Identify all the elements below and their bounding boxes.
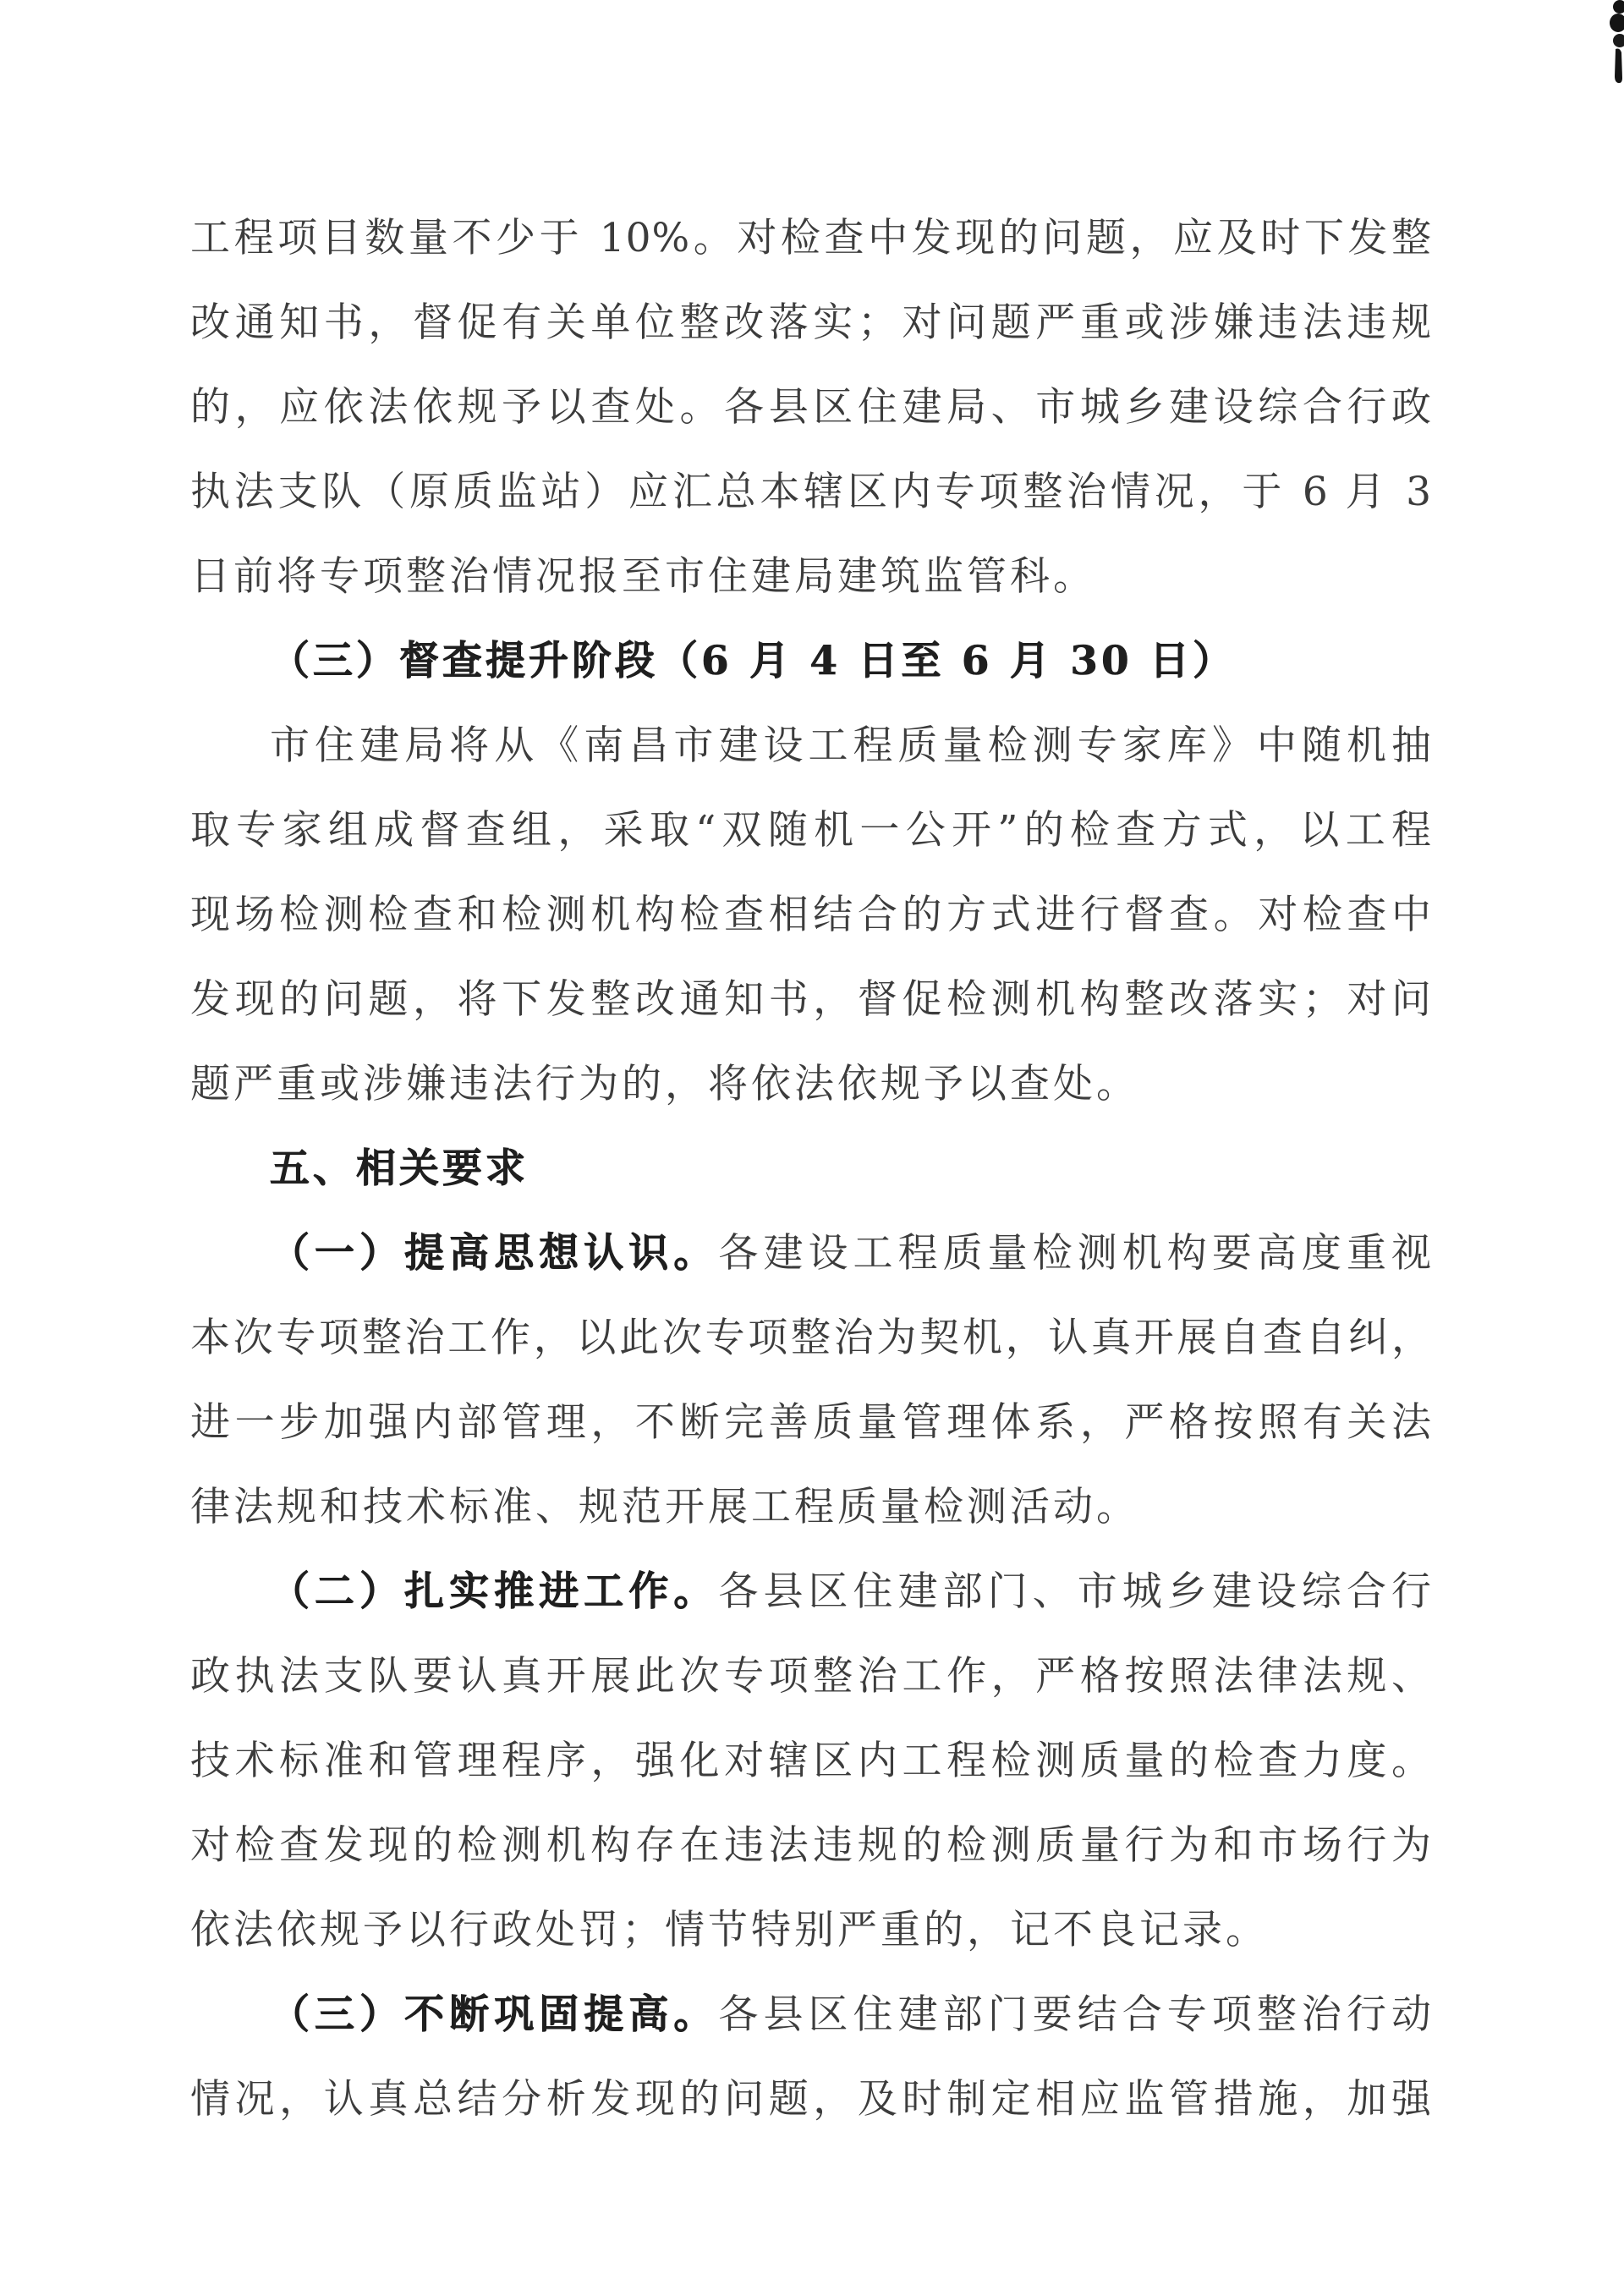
text-line xyxy=(190,535,1432,619)
body-text: 各县区住建部门、市城乡建设综合行 xyxy=(718,1568,1433,1615)
text-line xyxy=(190,365,1432,450)
text-line xyxy=(190,1381,1432,1465)
text-line xyxy=(190,1127,1432,1211)
heading-text: （三）不断巩固提高。 xyxy=(270,1991,719,2038)
text-line xyxy=(190,2057,1432,2142)
heading-text: 五、相关要求 xyxy=(270,1145,529,1192)
heading-text: （二）扎实推进工作。 xyxy=(270,1568,719,1615)
text-line xyxy=(190,788,1432,873)
ink-smudge-artifact xyxy=(1602,0,1624,88)
body-text: 市住建局将从《南昌市建设工程质量检测专家库》中随机抽 xyxy=(270,722,1432,769)
text-line xyxy=(190,1634,1432,1719)
body-text: 现场检测检查和检测机构检查相结合的方式进行督查。对检查中 xyxy=(190,892,1432,938)
body-text: 情况，认真总结分析发现的问题，及时制定相应监管措施，加强 xyxy=(190,2076,1432,2123)
body-text: 律法规和技术标准、规范开展工程质量检测活动。 xyxy=(190,1484,1139,1530)
body-text: 题严重或涉嫌违法行为的，将依法依规予以查处。 xyxy=(190,1061,1139,1107)
body-text: 取专家组成督查组，采取“双随机一公开”的检查方式，以工程 xyxy=(190,807,1432,854)
text-line xyxy=(190,1211,1432,1296)
body-text: 发现的问题，将下发整改通知书，督促检测机构整改落实；对问 xyxy=(190,976,1432,1023)
body-text: 日前将专项整治情况报至市住建局建筑监管科。 xyxy=(190,553,1096,600)
body-text: 对检查发现的检测机构存在违法违规的检测质量行为和市场行为 xyxy=(190,1822,1432,1869)
text-line xyxy=(190,1804,1432,1888)
text-line xyxy=(190,1465,1432,1550)
text-line xyxy=(190,1042,1432,1127)
text-line xyxy=(190,1296,1432,1381)
body-text: 本次专项整治工作，以此次专项整治为契机，认真开展自查自纠， xyxy=(190,1315,1432,1361)
body-text: 依法依规予以行政处罚；情节特别严重的，记不良记录。 xyxy=(190,1907,1269,1953)
text-line xyxy=(190,1888,1432,1973)
body-text: 政执法支队要认真开展此次专项整治工作，严格按照法律法规、 xyxy=(190,1653,1432,1700)
text-line xyxy=(190,450,1432,535)
text-line xyxy=(190,958,1432,1042)
body-text: 的，应依法依规予以查处。各县区住建局、市城乡建设综合行政 xyxy=(190,384,1432,431)
body-text: 各建设工程质量检测机构要高度重视 xyxy=(718,1230,1433,1277)
text-line xyxy=(190,619,1432,704)
body-text: 工程项目数量不少于 10%。对检查中发现的问题，应及时下发整 xyxy=(190,215,1432,261)
text-line xyxy=(190,704,1432,788)
body-text: 进一步加强内部管理，不断完善质量管理体系，严格按照有关法 xyxy=(190,1399,1432,1446)
body-text: 技术标准和管理程序，强化对辖区内工程检测质量的检查力度。 xyxy=(190,1738,1432,1784)
body-text: 各县区住建部门要结合专项整治行动 xyxy=(718,1991,1433,2038)
body-text: 执法支队（原质监站）应汇总本辖区内专项整治情况，于 6 月 3 xyxy=(190,469,1432,515)
heading-text: （一）提高思想认识。 xyxy=(270,1230,719,1277)
heading-text: （三）督查提升阶段（6 月 4 日至 6 月 30 日） xyxy=(270,638,1237,684)
text-line xyxy=(190,1550,1432,1634)
text-line xyxy=(190,1719,1432,1804)
body-text: 改通知书，督促有关单位整改落实；对问题严重或涉嫌违法违规 xyxy=(190,299,1432,346)
text-line xyxy=(190,1973,1432,2057)
text-line xyxy=(190,873,1432,958)
document-body xyxy=(190,196,1432,2142)
text-line xyxy=(190,281,1432,365)
text-line xyxy=(190,196,1432,281)
